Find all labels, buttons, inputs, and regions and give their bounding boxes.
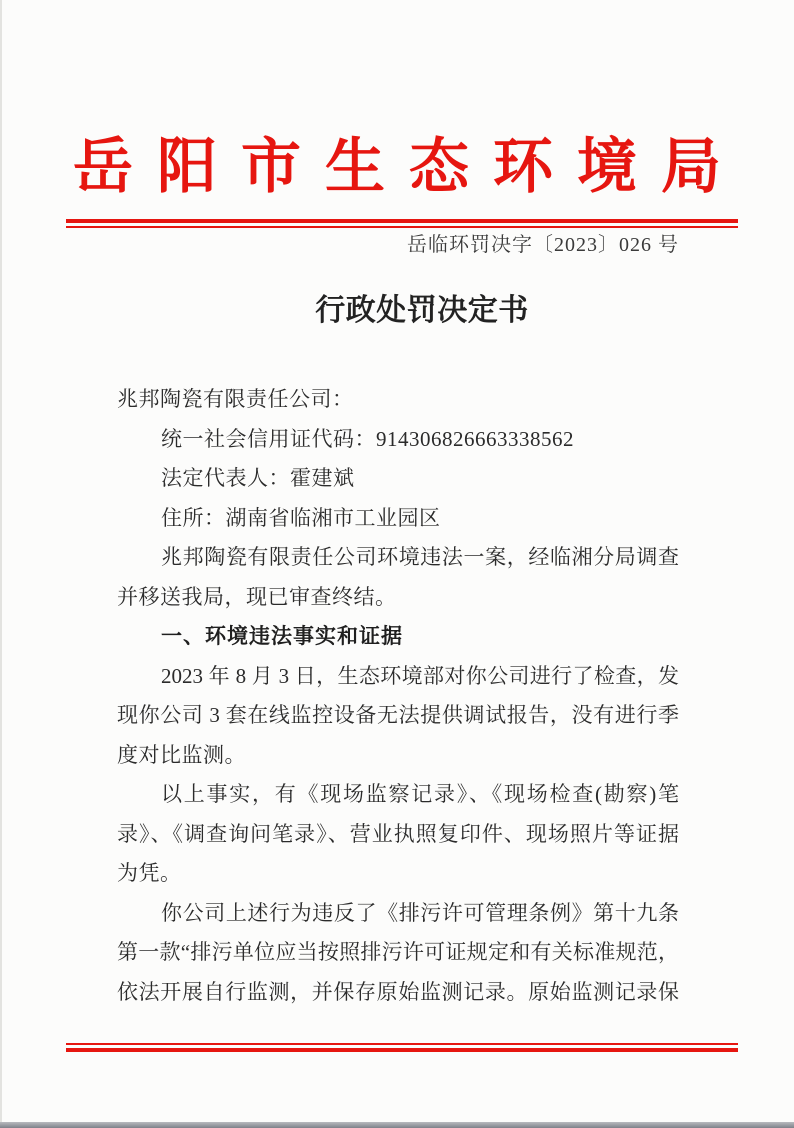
text-line: 你公司上述行为违反了《排污许可管理条例》第十九条 (161, 900, 679, 925)
text-line: 2023 年 8 月 3 日，生态环境部对你公司进行了检查，发 (161, 663, 679, 688)
text-line: 依法开展自行监测，并保存原始监测记录。原始监测记录保 (117, 979, 679, 1004)
text-line: 录》、《调查询问笔录》、营业执照复印件、现场照片等证据 (117, 821, 679, 846)
text-line: 法定代表人：霍建斌 (161, 466, 355, 490)
text-line: 住所：湖南省临湘市工业园区 (161, 505, 441, 530)
document-title: 行政处罚决定书 (315, 294, 529, 327)
scan-edge-bottom (0, 1122, 794, 1128)
text-line: 兆邦陶瓷有限责任公司环境违法一案，经临湘分局调查 (161, 545, 679, 569)
text-line: 统一社会信用证代码：914306826663338562 (161, 426, 574, 451)
doc-number: 岳临环罚决字〔2023〕026 号 (407, 234, 679, 256)
header-divider (66, 219, 738, 228)
document-body (117, 380, 679, 1012)
footer-divider (66, 1043, 738, 1052)
text-line: 第一款“排污单位应当按照排污许可证规定和有关标准规范， (117, 940, 679, 964)
text-line: 兆邦陶瓷有限责任公司： (117, 387, 354, 411)
text-line: 为凭。 (117, 861, 182, 885)
text-line: 度对比监测。 (117, 742, 246, 767)
text-line: 现你公司 3 套在线监控设备无法提供调试报告，没有进行季 (117, 703, 679, 727)
scan-edge-left (0, 0, 2, 1128)
agency-title: 岳阳市生态环境局 (73, 134, 745, 200)
section-heading: 一、环境违法事实和证据 (161, 625, 403, 648)
text-line: 以上事实，有《现场监察记录》、《现场检查(勘察)笔 (161, 782, 679, 806)
text-line: 并移送我局，现已审查终结。 (117, 584, 397, 609)
